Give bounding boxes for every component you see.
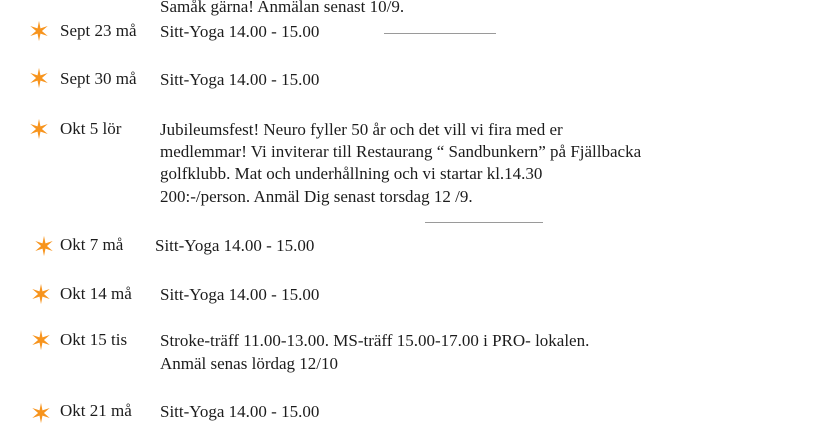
entry-date: Okt 7 må	[60, 235, 124, 254]
entry-text: Jubileumsfest! Neuro fyller 50 år och det vill vi fira med er	[160, 120, 563, 139]
entry-text: golfklubb. Mat och underhållning och vi startar kl.14.30	[160, 164, 543, 183]
star-icon	[28, 118, 50, 140]
star-icon	[28, 20, 50, 42]
divider-line	[384, 33, 496, 34]
entry-date: Sept 30 må	[60, 69, 137, 88]
divider-line	[425, 222, 543, 223]
entry-text: Sitt-Yoga 14.00 - 15.00	[160, 70, 320, 89]
entry-date: Okt 14 må	[60, 284, 132, 303]
star-icon	[33, 235, 55, 257]
entry-text: medlemmar! Vi inviterar till Restaurang “ Sandbunkern” på Fjällbacka	[160, 142, 642, 161]
entry-date: Sept 23 må	[60, 21, 137, 40]
star-icon	[30, 329, 52, 351]
star-icon	[30, 283, 52, 305]
entry-text: 200:-/person. Anmäl Dig senast torsdag 12 /9.	[160, 187, 473, 206]
entry-date: Okt 15 tis	[60, 330, 128, 349]
star-icon	[28, 67, 50, 89]
star-icon	[30, 402, 52, 424]
entry-text: Anmäl senas lördag 12/10	[160, 354, 338, 373]
entry-text: Sitt-Yoga 14.00 - 15.00	[160, 402, 320, 421]
entry-text: Sitt-Yoga 14.00 - 15.00	[160, 22, 320, 41]
entry-date: Okt 21 må	[60, 401, 132, 420]
entry-text: Sitt-Yoga 14.00 - 15.00	[155, 236, 315, 255]
entry-text: Stroke-träff 11.00-13.00. MS-träff 15.00-17.00 i PRO- lokalen.	[160, 331, 590, 350]
entry-text: Sitt-Yoga 14.00 - 15.00	[160, 285, 320, 304]
entry-date: Okt 5 lör	[60, 119, 122, 138]
top-text-line: Samåk gärna! Anmälan senast 10/9.	[160, 0, 405, 16]
